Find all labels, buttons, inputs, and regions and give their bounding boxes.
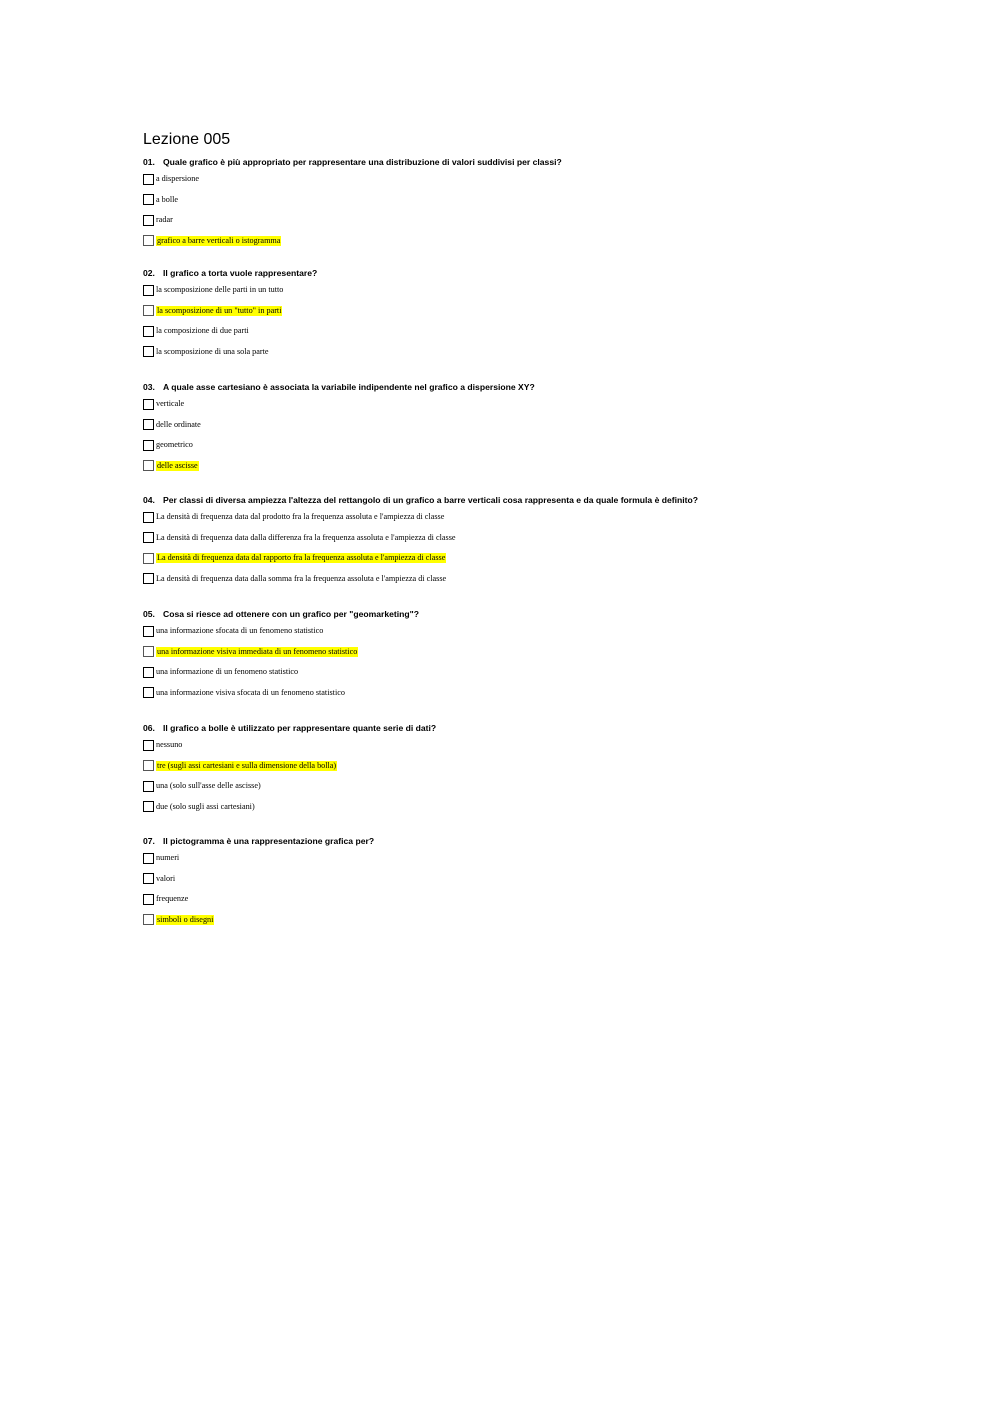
answer-option[interactable] bbox=[143, 797, 960, 818]
answer-checkbox[interactable] bbox=[143, 873, 154, 884]
answer-option[interactable] bbox=[143, 569, 960, 590]
answer-checkbox[interactable] bbox=[143, 573, 154, 584]
question-number: 05. bbox=[143, 609, 155, 619]
answer-label: La densità di frequenza data dal prodotto fra la frequenza assoluta e l'ampiezza di classe bbox=[156, 512, 445, 522]
question-heading bbox=[143, 607, 960, 621]
question-number: 06. bbox=[143, 723, 155, 733]
question-block bbox=[143, 155, 960, 251]
lesson-title: Lezione 005 bbox=[143, 131, 231, 148]
answer-option[interactable] bbox=[143, 394, 960, 415]
question-text: Il grafico a bolle è utilizzato per rappresentare quante serie di dati? bbox=[163, 723, 437, 733]
question-heading bbox=[143, 155, 960, 169]
answer-option[interactable] bbox=[143, 456, 960, 477]
answer-label: la scomposizione delle parti in un tutto bbox=[156, 285, 284, 295]
answer-checkbox[interactable] bbox=[143, 687, 154, 698]
answer-label-highlighted: una informazione visiva immediata di un fenomeno statistico bbox=[157, 646, 358, 656]
answer-checkbox[interactable] bbox=[143, 532, 154, 543]
answer-label-highlighted: la scomposizione di un "tutto" in parti bbox=[157, 305, 282, 315]
answer-checkbox[interactable] bbox=[143, 440, 154, 451]
question-text: Quale grafico è più appropriato per rappresentare una distribuzione di valori suddivisi per classi? bbox=[163, 157, 562, 167]
answer-label-highlighted: grafico a barre verticali o istogramma bbox=[157, 235, 281, 245]
answer-label: una informazione visiva sfocata di un fenomeno statistico bbox=[156, 687, 345, 697]
answer-checkbox[interactable] bbox=[143, 235, 154, 246]
answer-option[interactable] bbox=[143, 756, 960, 777]
answer-checkbox[interactable] bbox=[143, 894, 154, 905]
question-number: 04. bbox=[143, 495, 155, 505]
question-block bbox=[143, 721, 960, 817]
answer-label: frequenze bbox=[156, 894, 189, 904]
answer-option[interactable] bbox=[143, 662, 960, 683]
answer-checkbox[interactable] bbox=[143, 346, 154, 357]
answer-label: geometrico bbox=[156, 440, 193, 450]
answer-option[interactable] bbox=[143, 507, 960, 528]
answer-label-highlighted: La densità di frequenza data dal rapporto fra la frequenza assoluta e l'ampiezza di classe bbox=[157, 553, 446, 563]
question-heading bbox=[143, 380, 960, 394]
answer-option[interactable] bbox=[143, 231, 960, 252]
answer-label: numeri bbox=[156, 853, 180, 863]
answer-option[interactable] bbox=[143, 548, 960, 569]
answer-label: nessuno bbox=[156, 740, 183, 750]
answer-label-highlighted: tre (sugli assi cartesiani e sulla dimensione della bolla) bbox=[157, 760, 337, 770]
answer-checkbox[interactable] bbox=[143, 326, 154, 337]
question-heading bbox=[143, 493, 960, 507]
answer-checkbox[interactable] bbox=[143, 760, 154, 771]
answer-option[interactable] bbox=[143, 848, 960, 869]
answer-checkbox[interactable] bbox=[143, 460, 154, 471]
answer-checkbox[interactable] bbox=[143, 853, 154, 864]
answer-label: la composizione di due parti bbox=[156, 326, 249, 336]
answer-label-highlighted: delle ascisse bbox=[157, 460, 198, 470]
question-number: 03. bbox=[143, 382, 155, 392]
answer-label: a bolle bbox=[156, 194, 179, 204]
answer-label: una informazione sfocata di un fenomeno statistico bbox=[156, 626, 324, 636]
question-text: A quale asse cartesiano è associata la variabile indipendente nel grafico a dispersione XY? bbox=[163, 382, 535, 392]
answer-label: due (solo sugli assi cartesiani) bbox=[156, 801, 255, 811]
answer-checkbox[interactable] bbox=[143, 914, 154, 925]
question-block bbox=[143, 834, 960, 930]
answer-option[interactable] bbox=[143, 776, 960, 797]
question-number: 07. bbox=[143, 836, 155, 846]
question-number: 02. bbox=[143, 268, 155, 278]
answer-checkbox[interactable] bbox=[143, 194, 154, 205]
answer-option[interactable] bbox=[143, 435, 960, 456]
answer-checkbox[interactable] bbox=[143, 512, 154, 523]
answer-label: la scomposizione di una sola parte bbox=[156, 346, 269, 356]
answer-label: una (solo sull'asse delle ascisse) bbox=[156, 781, 261, 791]
answer-checkbox[interactable] bbox=[143, 740, 154, 751]
answer-option[interactable] bbox=[143, 169, 960, 190]
answer-checkbox[interactable] bbox=[143, 626, 154, 637]
answer-option[interactable] bbox=[143, 301, 960, 322]
answer-checkbox[interactable] bbox=[143, 781, 154, 792]
answer-checkbox[interactable] bbox=[143, 215, 154, 226]
answer-label: La densità di frequenza data dalla somma fra la frequenza assoluta e l'ampiezza di classe bbox=[156, 573, 447, 583]
question-heading bbox=[143, 266, 960, 280]
answer-option[interactable] bbox=[143, 342, 960, 363]
question-number: 01. bbox=[143, 157, 155, 167]
answer-option[interactable] bbox=[143, 642, 960, 663]
question-heading bbox=[143, 834, 960, 848]
answer-option[interactable] bbox=[143, 869, 960, 890]
answer-option[interactable] bbox=[143, 683, 960, 704]
answer-label-highlighted: simboli o disegni bbox=[157, 914, 214, 924]
question-block bbox=[143, 380, 960, 476]
answer-option[interactable] bbox=[143, 415, 960, 436]
answer-option[interactable] bbox=[143, 910, 960, 931]
question-text: Per classi di diversa ampiezza l'altezza del rettangolo di un grafico a barre verticali cosa rappresenta e da quale formula è definito? bbox=[163, 495, 699, 505]
question-heading bbox=[143, 721, 960, 735]
answer-option[interactable] bbox=[143, 210, 960, 231]
question-block bbox=[143, 266, 960, 362]
answer-option[interactable] bbox=[143, 528, 960, 549]
answer-checkbox[interactable] bbox=[143, 419, 154, 430]
answer-checkbox[interactable] bbox=[143, 305, 154, 316]
answer-checkbox[interactable] bbox=[143, 667, 154, 678]
answer-label: radar bbox=[156, 215, 173, 225]
answer-checkbox[interactable] bbox=[143, 553, 154, 564]
answer-option[interactable] bbox=[143, 889, 960, 910]
question-text: Il pictogramma è una rappresentazione grafica per? bbox=[163, 836, 375, 846]
answer-checkbox[interactable] bbox=[143, 399, 154, 410]
answer-label: La densità di frequenza data dalla differenza fra la frequenza assoluta e l'ampiezza di classe bbox=[156, 532, 456, 542]
answer-label: a dispersione bbox=[156, 174, 199, 184]
answer-label: una informazione di un fenomeno statistico bbox=[156, 667, 299, 677]
answer-label: verticale bbox=[156, 399, 185, 409]
answer-checkbox[interactable] bbox=[143, 174, 154, 185]
answer-label: delle ordinate bbox=[156, 419, 201, 429]
answer-option[interactable] bbox=[143, 321, 960, 342]
question-text: Cosa si riesce ad ottenere con un grafico per "geomarketing"? bbox=[163, 609, 420, 619]
answer-checkbox[interactable] bbox=[143, 801, 154, 812]
answer-label: valori bbox=[156, 873, 176, 883]
answer-option[interactable] bbox=[143, 621, 960, 642]
answer-checkbox[interactable] bbox=[143, 285, 154, 296]
answer-option[interactable] bbox=[143, 735, 960, 756]
answer-option[interactable] bbox=[143, 280, 960, 301]
question-block bbox=[143, 607, 960, 703]
answer-option[interactable] bbox=[143, 190, 960, 211]
question-text: Il grafico a torta vuole rappresentare? bbox=[163, 268, 318, 278]
question-block bbox=[143, 493, 960, 589]
answer-checkbox[interactable] bbox=[143, 646, 154, 657]
